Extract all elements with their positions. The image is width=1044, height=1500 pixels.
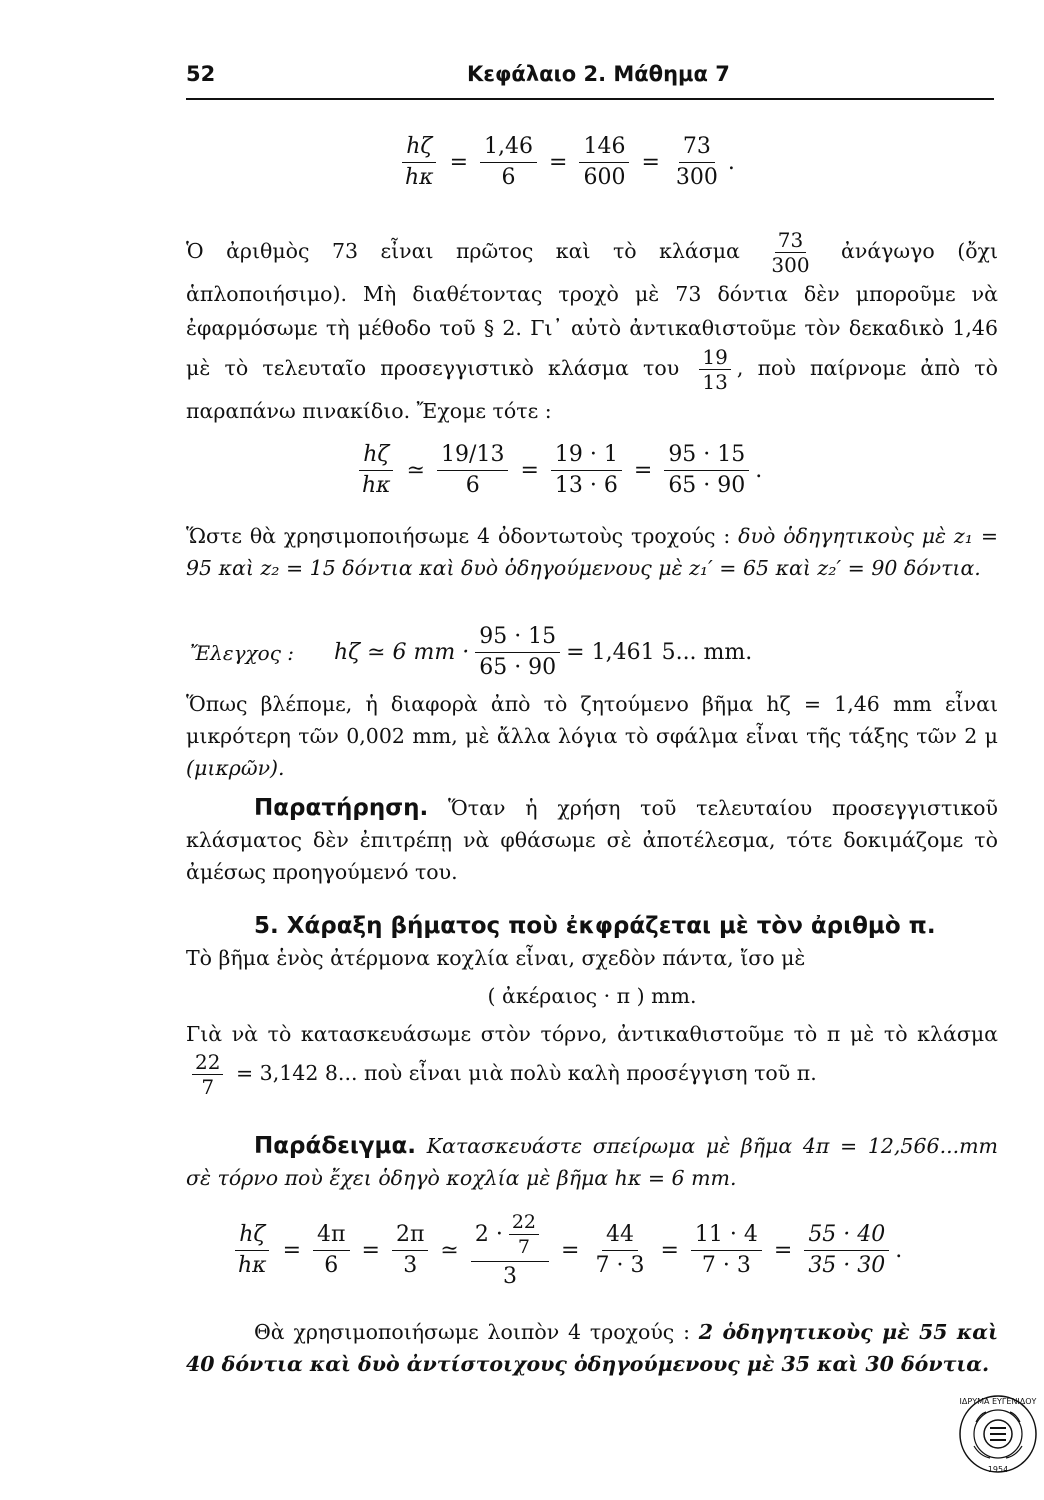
seal-year: 1954 bbox=[987, 1465, 1009, 1474]
para3-italic: (μικρῶν). bbox=[186, 756, 285, 780]
para1-frac-den: 300 bbox=[771, 253, 810, 277]
eq3-f3-den: 3 bbox=[502, 1264, 517, 1289]
eq1-f2-num: 146 bbox=[579, 134, 629, 163]
check-label: Ἔλεγχος : bbox=[190, 640, 294, 665]
eq3-f1-num: 4π bbox=[313, 1222, 349, 1251]
para1-post: ἀνάγωγο (ὄχι ἁπλοποιήσιμο). Μὴ διαθέτοντας τροχὸ μὲ 73 δόντια δὲν μποροῦμε νὰ ἐφαρμόσωμε τὴ μέθοδο τοῦ § 2. Γι᾿ αὐτὸ ἀντικαθιστοῦμε τὸν δεκαδικὸ 1,46 μὲ τὸ τελευταῖο προσεγγιστικὸ κλάσμα του bbox=[186, 239, 998, 380]
eq2-f2-den: 13 · 6 bbox=[554, 473, 618, 498]
page-header bbox=[186, 62, 994, 100]
eq3-f1-den: 6 bbox=[324, 1252, 339, 1278]
seal-text: ΙΔΡΥΜΑ ΕΥΓΕΝΙΔΟΥ bbox=[959, 1397, 1037, 1406]
equation-3: $\frac{h\zeta}{h\kappa}$ = $\frac{4\pi}{6}$ = $\frac{2\pi}{3}$ ≃ 2 · $\frac{22}{7}$ 3 = $\frac{44}{7 \cdot 3}$ = $\frac{11 \cdot 4}{7 \cdot 3}$ = $\frac{55 \cdot 40}{35 \cdot 30}$ . bbox=[228, 1210, 902, 1290]
para1-frac-num: 73 bbox=[775, 228, 806, 253]
equation-2: $\frac{h\zeta}{h\kappa}$ ≃ $\frac{19/13}{6}$ = $\frac{19 \cdot 1}{13 \cdot 6}$ = $\frac{95 \cdot 15}{65 \cdot 90}$ . bbox=[352, 442, 762, 499]
paragraph-1 bbox=[186, 228, 998, 428]
para3-text: Ὅπως βλέπομε, ἡ διαφορὰ ἀπὸ τὸ ζητούμενο βῆμα hζ = 1,46 mm εἶναι μικρότερη τῶν 0,002 mm, μὲ ἄλλα λόγια τὸ σφάλμα εἶναι τῆς τάξης τῶν 2 μ bbox=[186, 692, 998, 748]
para1-pre: Ὁ ἀριθμὸς 73 εἶναι πρῶτος καὶ τὸ κλάσμα bbox=[186, 239, 740, 263]
remark-title: Παρατήρηση. bbox=[254, 795, 429, 821]
section5-title: 5. Χάραξη βήματος ποὺ ἐκφράζεται μὲ τὸν ἀριθμὸ π. bbox=[254, 913, 936, 939]
eq3-end: . bbox=[895, 1237, 903, 1263]
eq3-lhs-num: hζ bbox=[235, 1222, 269, 1251]
eq2-lhs-den: hκ bbox=[362, 473, 391, 498]
eq2-approx: ≃ bbox=[406, 458, 426, 483]
equation-1: $\frac{h\zeta}{h\kappa}$ = $\frac{1,46}{6}$ = $\frac{146}{600}$ = $\frac{73}{300}$ . bbox=[395, 134, 735, 191]
eq1-end: . bbox=[727, 150, 735, 175]
example bbox=[186, 1130, 998, 1194]
eq3-f4-num: 44 bbox=[602, 1222, 638, 1251]
eq3-f4-den: 7 · 3 bbox=[595, 1252, 645, 1278]
eq3-f2-num: 2π bbox=[392, 1222, 428, 1251]
eq3-f3-num-frac-num: 22 bbox=[509, 1210, 539, 1235]
remark-text: Ὅταν ἡ χρήση τοῦ τελευταίου προσεγγιστικοῦ κλάσματος δὲν ἐπιτρέπῃ νὰ φθάσωμε σὲ ἀποτέλεσμα, τότε δοκιμάζομε τὸ ἀμέσως προηγούμενό του. bbox=[186, 796, 998, 884]
eq1-f3-num: 73 bbox=[679, 134, 715, 163]
check-lhs: hζ ≃ 6 mm · bbox=[333, 640, 470, 665]
check-frac-den: 65 · 90 bbox=[479, 655, 557, 680]
final-pre: Θὰ χρησιμοποιήσωμε λοιπὸν 4 τροχούς : bbox=[254, 1320, 690, 1344]
para1-frac2-num: 19 bbox=[699, 345, 730, 370]
remark bbox=[186, 792, 998, 888]
eq3-approx: ≃ bbox=[440, 1237, 459, 1263]
eq1-f3-den: 300 bbox=[675, 165, 718, 190]
section5-line1: Τὸ βῆμα ἑνὸς ἀτέρμονα κοχλία εἶναι, σχεδὸν πάντα, ἴσο μὲ bbox=[186, 946, 806, 970]
final-paragraph bbox=[186, 1316, 998, 1380]
para1-post2: , ποὺ παίρνομε ἀπὸ τὸ παραπάνω πινακίδιο. Ἔχομε τότε : bbox=[186, 356, 998, 423]
para2-pre: Ὥστε θὰ χρησιμοποιήσωμε 4 ὀδοντωτοὺς τροχούς : bbox=[186, 524, 731, 548]
para2-italic: δυὸ ὁδηγητικοὺς μὲ z₁ = 95 καὶ z₂ = 15 δόντια καὶ δυὸ ὁδηγούμενους μὲ z₁′ = 65 καὶ z₂′ = 90 δόντια. bbox=[186, 524, 998, 580]
eq2-f3-num: 95 · 15 bbox=[664, 442, 749, 471]
section5-line2: Γιὰ νὰ τὸ κατασκευάσωμε στὸν τόρνο, ἀντικαθιστοῦμε τὸ π μὲ τὸ κλάσμα bbox=[186, 1022, 998, 1046]
eq3-f2-den: 3 bbox=[403, 1252, 418, 1278]
eq3-f5-den: 7 · 3 bbox=[701, 1252, 751, 1278]
page-number: 52 bbox=[186, 62, 216, 86]
eq3-f5-num: 11 · 4 bbox=[691, 1222, 762, 1251]
eq1-lhs-num: hζ bbox=[402, 134, 436, 163]
eq1-f2-den: 600 bbox=[583, 165, 626, 190]
eq2-lhs-num: hζ bbox=[359, 442, 393, 471]
eq3-f6-num: 55 · 40 bbox=[804, 1222, 889, 1251]
section5-frac-den: 7 bbox=[201, 1075, 215, 1099]
section5-formula: ( ἀκέραιος · π ) mm. bbox=[487, 984, 697, 1008]
foundation-seal-icon bbox=[956, 1392, 1040, 1476]
eq2-f1-num: 19/13 bbox=[437, 442, 508, 471]
eq3-f6-den: 35 · 30 bbox=[808, 1252, 886, 1278]
paragraph-2 bbox=[186, 520, 998, 584]
paragraph-3 bbox=[186, 688, 998, 784]
eq3-f3-num-frac-den: 7 bbox=[517, 1236, 530, 1258]
example-title: Παράδειγμα. bbox=[254, 1133, 417, 1159]
section5-frac-num: 22 bbox=[192, 1050, 223, 1075]
check-rhs: = 1,461 5... mm. bbox=[566, 640, 753, 665]
section5-line2-post: = 3,142 8... ποὺ εἶναι μιὰ πολὺ καλὴ προσέγγιση τοῦ π. bbox=[235, 1061, 817, 1085]
final-italic: 2 ὁδηγητικοὺς μὲ 55 καὶ 40 δόντια καὶ δυὸ ἀντίστοιχους ὁδηγούμενους μὲ 35 καὶ 30 δόντια. bbox=[186, 1320, 998, 1376]
chapter-title: Κεφάλαιο 2. Μάθημα 7 bbox=[467, 62, 730, 86]
check-frac-num: 95 · 15 bbox=[475, 624, 560, 653]
eq2-f2-num: 19 · 1 bbox=[551, 442, 622, 471]
example-italic: Κατασκευάστε σπείρωμα μὲ βῆμα 4π = 12,566...mm σὲ τόρνο ποὺ ἔχει ὁδηγὸ κοχλία μὲ βῆμα hκ = 6 mm. bbox=[186, 1134, 998, 1190]
eq2-f1-den: 6 bbox=[465, 473, 480, 498]
eq1-lhs-den: hκ bbox=[405, 165, 434, 190]
eq2-f3-den: 65 · 90 bbox=[668, 473, 746, 498]
check-equation bbox=[190, 624, 752, 681]
eq1-f1-num: 1,46 bbox=[480, 134, 537, 163]
eq3-f3-num-pre: 2 · bbox=[474, 1221, 503, 1247]
eq2-end: . bbox=[755, 458, 763, 483]
eq3-f3-num bbox=[471, 1210, 549, 1262]
section-5 bbox=[186, 910, 998, 1099]
para1-frac2-den: 13 bbox=[702, 370, 728, 394]
eq3-lhs-den: hκ bbox=[238, 1252, 267, 1278]
eq1-f1-den: 6 bbox=[501, 165, 516, 190]
